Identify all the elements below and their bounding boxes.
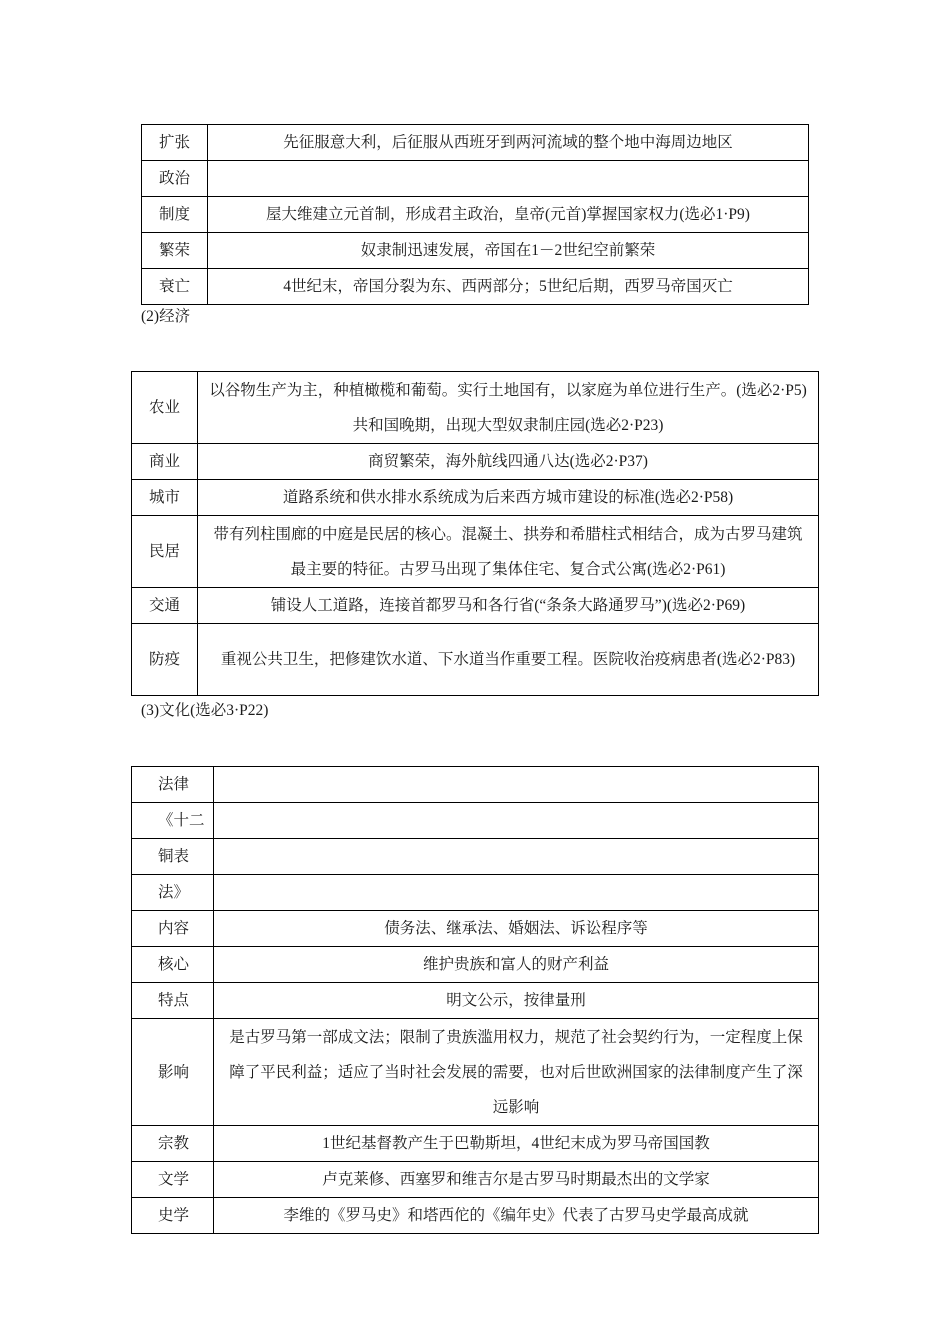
table-row [132, 875, 819, 911]
table-row [132, 372, 819, 444]
economy-table [131, 371, 819, 696]
row-content: 李维的《罗马史》和塔西佗的《编年史》代表了古罗马史学最高成就 [214, 1198, 819, 1234]
row-label: 《十二 [132, 803, 214, 839]
row-content: 屋大维建立元首制，形成君主政治，皇帝(元首)掌握国家权力(选必1·P9) [208, 197, 809, 233]
table-row [142, 197, 809, 233]
table-row [132, 1162, 819, 1198]
table-row [142, 125, 809, 161]
row-content: 商贸繁荣，海外航线四通八达(选必2·P37) [198, 444, 819, 480]
row-label: 繁荣 [142, 233, 208, 269]
row-content [214, 803, 819, 839]
table-row [132, 839, 819, 875]
table-row [132, 516, 819, 588]
row-content [214, 767, 819, 803]
row-content: 债务法、继承法、婚姻法、诉讼程序等 [214, 911, 819, 947]
table-row [132, 1198, 819, 1234]
row-label: 特点 [132, 983, 214, 1019]
table-row [132, 911, 819, 947]
row-label: 扩张 [142, 125, 208, 161]
politics-table [141, 124, 809, 305]
row-label: 史学 [132, 1198, 214, 1234]
table-row [132, 624, 819, 696]
row-content: 1世纪基督教产生于巴勒斯坦，4世纪末成为罗马帝国国教 [214, 1126, 819, 1162]
table-row [132, 767, 819, 803]
row-label: 商业 [132, 444, 198, 480]
row-label: 法》 [132, 875, 214, 911]
row-content: 卢克莱修、西塞罗和维吉尔是古罗马时期最杰出的文学家 [214, 1162, 819, 1198]
row-content: 4世纪末，帝国分裂为东、西两部分；5世纪后期，西罗马帝国灭亡 [208, 269, 809, 305]
row-content [214, 839, 819, 875]
row-label: 制度 [142, 197, 208, 233]
row-label: 法律 [132, 767, 214, 803]
row-content: 是古罗马第一部成文法；限制了贵族滥用权力，规范了社会契约行为，一定程度上保障了平民利益；适应了当时社会发展的需要，也对后世欧洲国家的法律制度产生了深远影响 [214, 1019, 819, 1126]
row-content: 以谷物生产为主，种植橄榄和葡萄。实行土地国有，以家庭为单位进行生产。(选必2·P5)共和国晚期，出现大型奴隶制庄园(选必2·P23) [198, 372, 819, 444]
row-content: 先征服意大利，后征服从西班牙到两河流域的整个地中海周边地区 [208, 125, 809, 161]
row-label: 宗教 [132, 1126, 214, 1162]
row-label: 内容 [132, 911, 214, 947]
table-row [132, 1019, 819, 1126]
row-label: 政治 [142, 161, 208, 197]
row-label: 城市 [132, 480, 198, 516]
economy-caption: (2)经济 [141, 308, 191, 325]
row-label: 文学 [132, 1162, 214, 1198]
row-content [214, 875, 819, 911]
row-label: 衰亡 [142, 269, 208, 305]
row-content: 道路系统和供水排水系统成为后来西方城市建设的标准(选必2·P58) [198, 480, 819, 516]
row-label: 交通 [132, 588, 198, 624]
row-content: 维护贵族和富人的财产利益 [214, 947, 819, 983]
table-row [142, 161, 809, 197]
row-content: 铺设人工道路，连接首都罗马和各行省(“条条大路通罗马”)(选必2·P69) [198, 588, 819, 624]
row-content: 重视公共卫生，把修建饮水道、下水道当作重要工程。医院收治疫病患者(选必2·P83) [198, 624, 819, 696]
row-content: 明文公示，按律量刑 [214, 983, 819, 1019]
table-row [132, 588, 819, 624]
row-content: 带有列柱围廊的中庭是民居的核心。混凝土、拱券和希腊柱式相结合，成为古罗马建筑最主要的特征。古罗马出现了集体住宅、复合式公寓(选必2·P61) [198, 516, 819, 588]
table-row [132, 983, 819, 1019]
table-row [132, 947, 819, 983]
row-label: 铜表 [132, 839, 214, 875]
row-label: 农业 [132, 372, 198, 444]
row-label: 核心 [132, 947, 214, 983]
table-row [132, 1126, 819, 1162]
row-content: 奴隶制迅速发展，帝国在1－2世纪空前繁荣 [208, 233, 809, 269]
culture-table [131, 766, 819, 1234]
table-row [142, 269, 809, 305]
row-label: 民居 [132, 516, 198, 588]
row-label: 防疫 [132, 624, 198, 696]
culture-caption: (3)文化(选必3·P22) [141, 702, 269, 719]
table-row [132, 803, 819, 839]
row-content [208, 161, 809, 197]
table-row [132, 480, 819, 516]
row-label: 影响 [132, 1019, 214, 1126]
table-row [142, 233, 809, 269]
table-row [132, 444, 819, 480]
